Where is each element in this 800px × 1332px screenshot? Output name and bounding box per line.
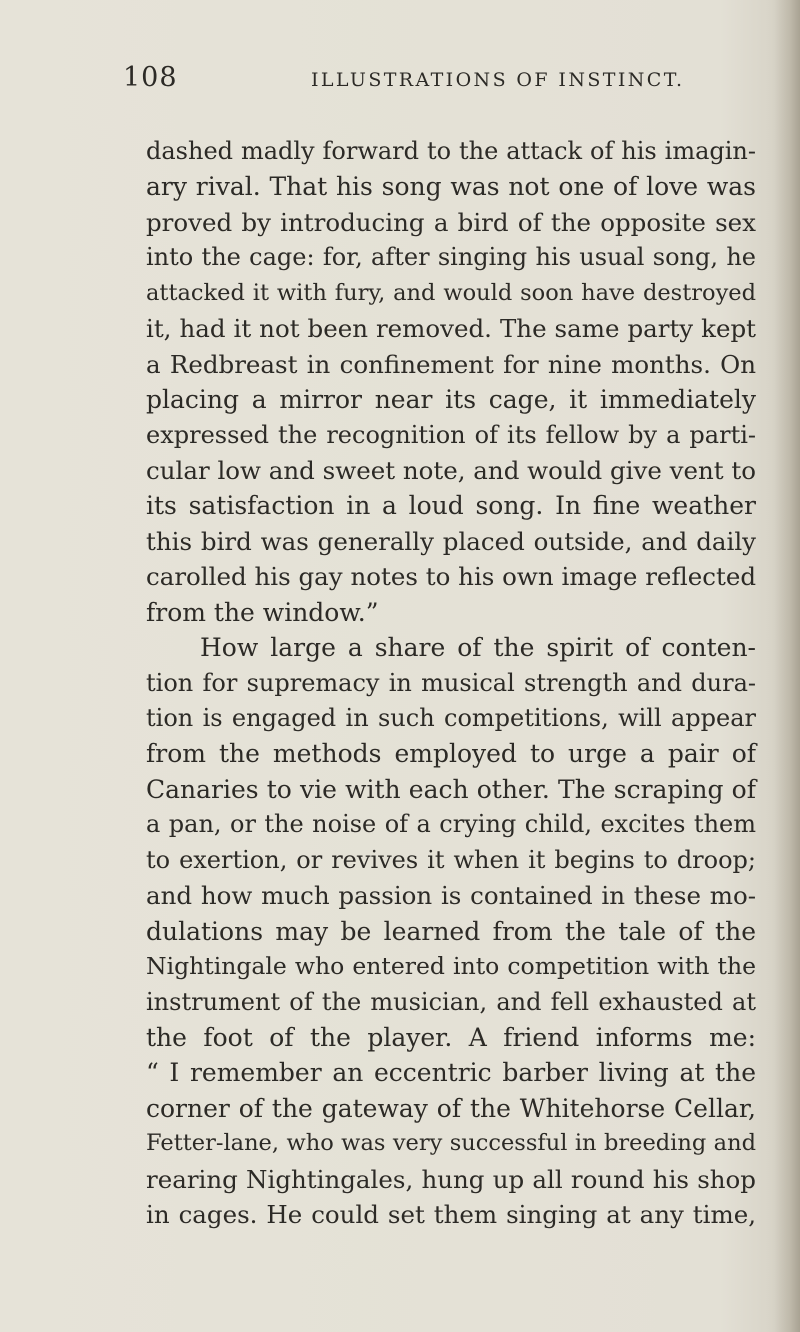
text-line: its satisfaction in a loud song. In fine weather	[146, 491, 756, 521]
text-line: in cages. He could set them singing at any time,	[146, 1200, 756, 1230]
text-line: Canaries to vie with each other. The scraping of	[146, 774, 756, 804]
text-line: it, had it not been removed. The same party kept	[146, 314, 756, 344]
text-line: Fetter-lane, who was very successful in breeding and	[146, 1130, 756, 1157]
text-line: instrument of the musician, and fell exhausted at	[146, 987, 756, 1016]
text-line: rearing Nightingales, hung up all round his shop	[146, 1164, 756, 1194]
text-line: tion for supremacy in musical strength and dura-	[146, 668, 756, 697]
text-line: this bird was generally placed outside, and daily	[146, 526, 756, 556]
text-line: into the cage: for, after singing his usual song, he	[146, 243, 756, 272]
text-line: Nightingale who entered into competition with the	[146, 952, 756, 981]
text-line: a pan, or the noise of a crying child, excites them	[146, 810, 756, 839]
text-line: the foot of the player. A friend informs me:	[146, 1022, 756, 1052]
text-line: and how much passion is contained in these mo-	[146, 881, 756, 911]
text-line: ary rival. That his song was not one of love was	[146, 172, 756, 202]
text-line: a Redbreast in confinement for nine months. On	[146, 349, 756, 379]
body-text	[146, 134, 756, 1233]
text-line: tion is engaged in such competitions, will appear	[146, 704, 756, 732]
text-line: “ I remember an eccentric barber living at the	[146, 1058, 756, 1088]
page-edge-shadow	[774, 0, 800, 1332]
text-line: from the window.”	[146, 597, 379, 627]
text-line: placing a mirror near its cage, it immediately	[146, 385, 756, 415]
text-line: How large a share of the spirit of conten-	[200, 633, 756, 663]
page-number: 108	[123, 62, 178, 93]
text-line: to exertion, or revives it when it begins to droop;	[146, 845, 756, 874]
text-line: expressed the recognition of its fellow by a parti-	[146, 420, 756, 449]
text-line: attacked it with fury, and would soon have destroyed	[146, 279, 756, 306]
text-line: corner of the gateway of the Whitehorse Cellar,	[146, 1093, 756, 1123]
text-line: proved by introducing a bird of the opposite sex	[146, 207, 756, 237]
text-line: dashed madly forward to the attack of his imagin-	[146, 137, 756, 165]
text-line: cular low and sweet note, and would give vent to	[146, 455, 756, 485]
page-header	[123, 62, 723, 106]
running-head: ILLUSTRATIONS OF INSTINCT.	[311, 69, 685, 91]
text-line: dulations may be learned from the tale of the	[146, 916, 756, 946]
text-line: from the methods employed to urge a pair of	[146, 739, 756, 769]
text-line: carolled his gay notes to his own image reflected	[146, 562, 756, 592]
